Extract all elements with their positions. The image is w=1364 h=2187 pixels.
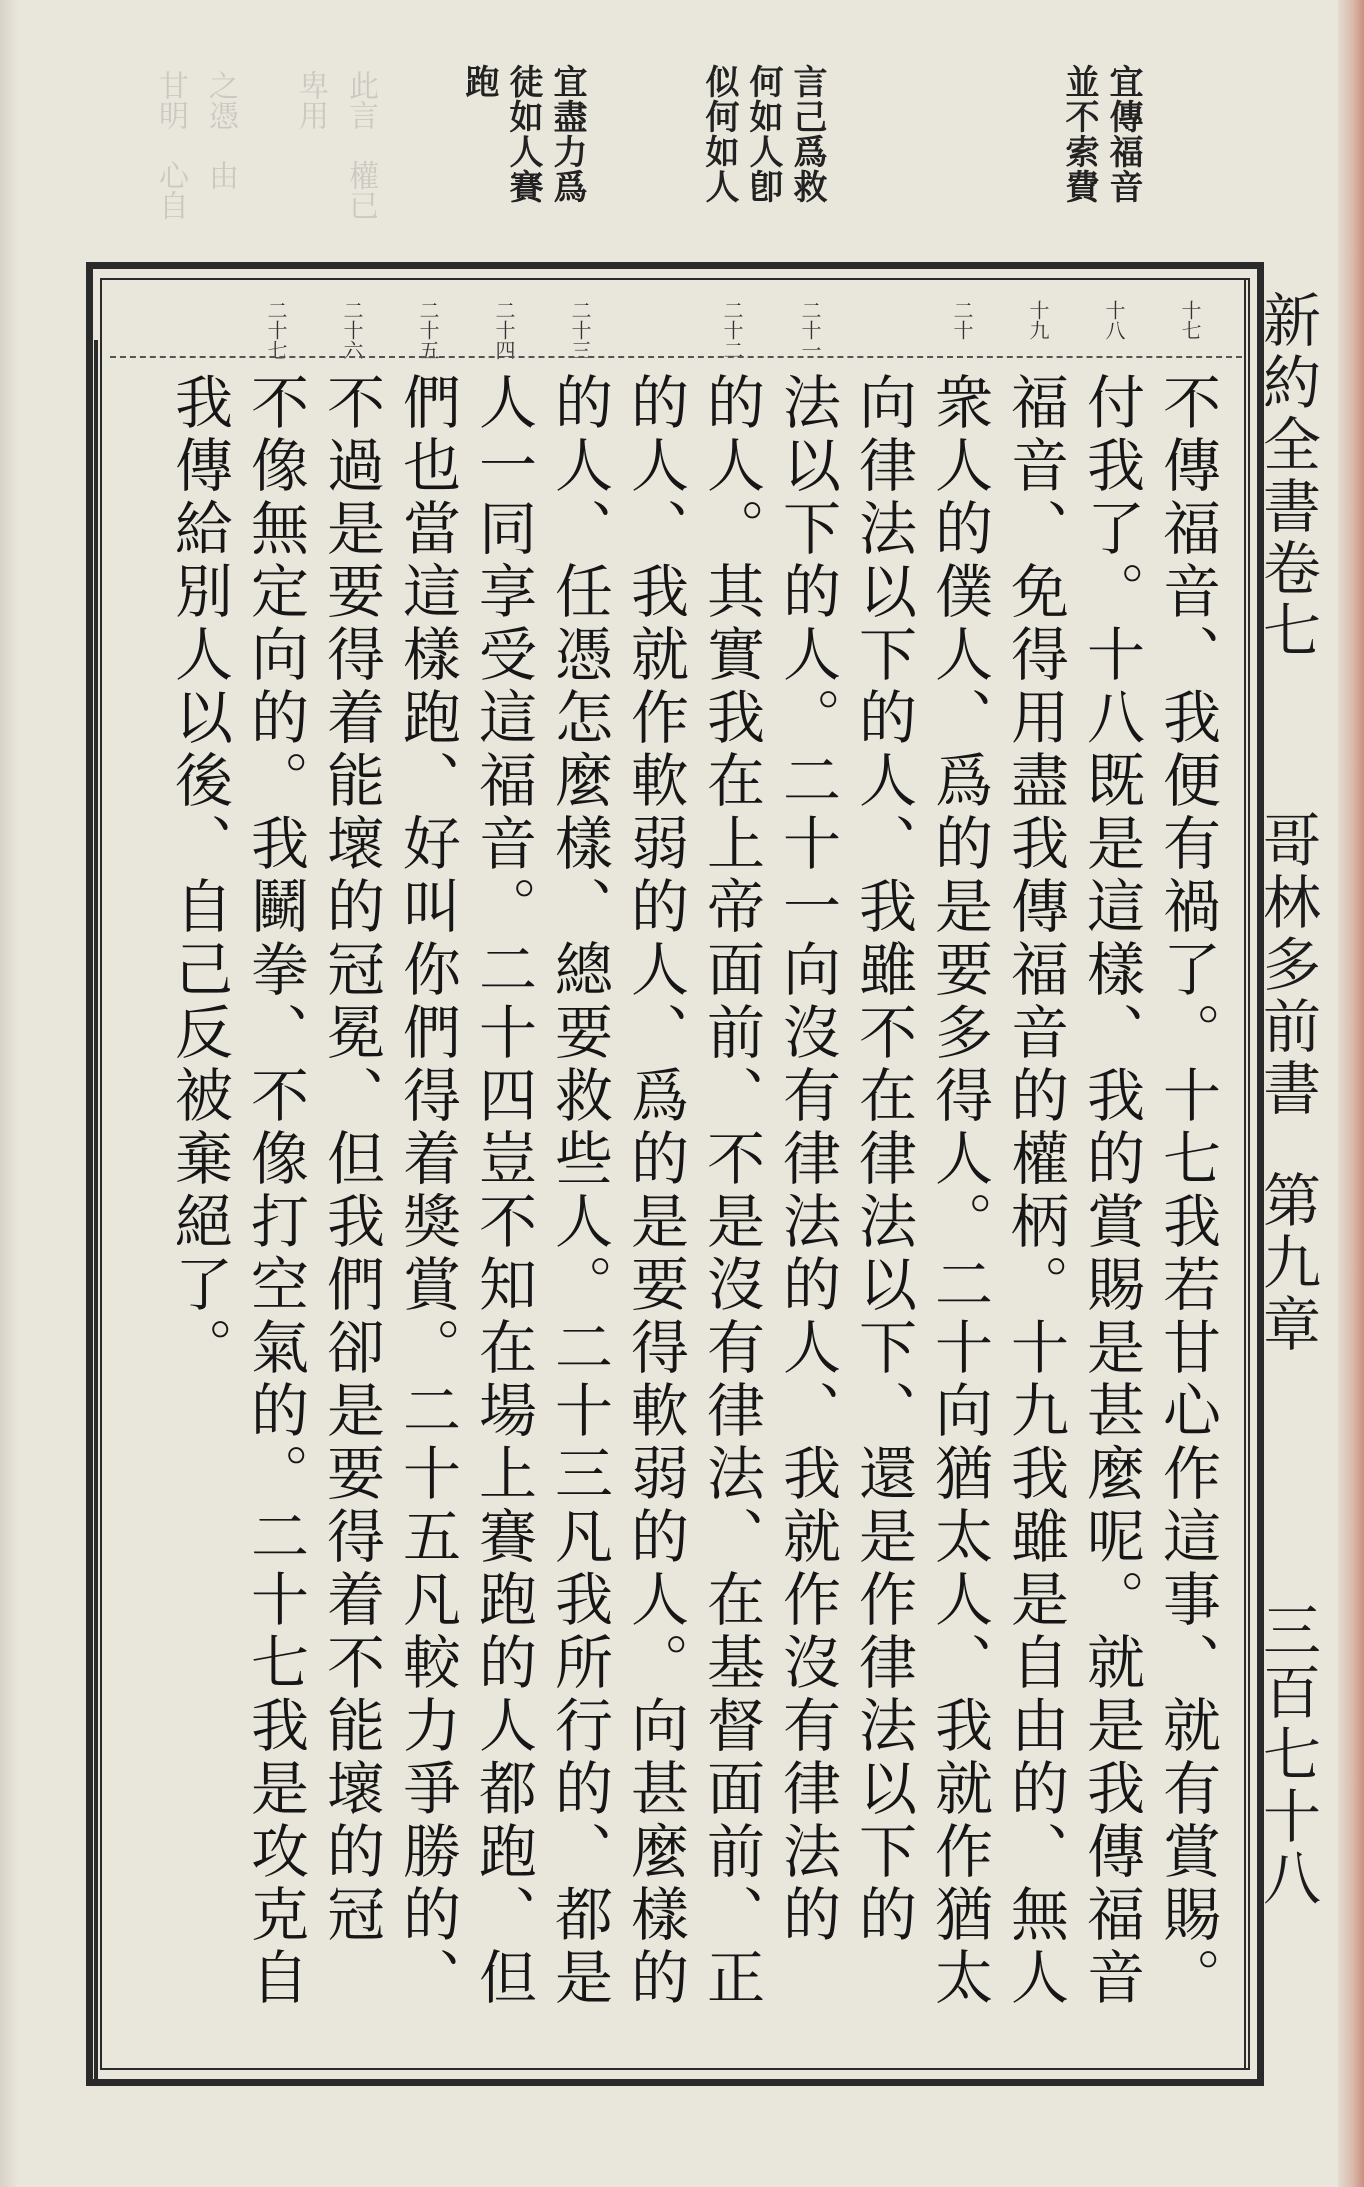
left-margin-bar: [94, 340, 98, 2080]
text-column: 法以下的人。二十一向沒有律法的人、我就作沒有律法的: [773, 372, 841, 1947]
verse-number: 十八: [1102, 300, 1126, 340]
headnote-line: 跑: [459, 64, 499, 99]
faint-note: 甘明: [153, 70, 188, 130]
page-number: 三百七十八: [1253, 1600, 1321, 1910]
headnote-1: [1060, 64, 1142, 204]
text-column: 的人、任憑怎麼樣、總要救些人。二十三凡我所行的、都是: [545, 372, 613, 2010]
text-column: 不傳福音、我便有禍了。十七我若甘心作這事、就有賞賜。: [1153, 372, 1221, 2010]
headnote-2: [700, 64, 826, 204]
running-header: [1252, 290, 1322, 2050]
faint-note: 卑用: [293, 70, 328, 130]
headnote-line: 宜盡力爲: [547, 64, 587, 204]
headnote-line: 並不索費: [1059, 64, 1099, 204]
faint-note: 之憑: [203, 70, 238, 130]
verse-number-row: [110, 300, 1240, 360]
verse-number: 二十三: [568, 300, 592, 360]
headnote-3: [460, 64, 586, 204]
verse-number: 二十五: [416, 300, 440, 360]
verse-number: 十九: [1026, 300, 1050, 340]
text-column: 我傳給別人以後、自己反被棄絕了。: [165, 372, 233, 1380]
text-column: 的人。其實我在上帝面前、不是沒有律法、在基督面前、正: [697, 372, 765, 2010]
headnote-line: 似何如人: [699, 64, 739, 204]
verse-number: 二十六: [340, 300, 364, 360]
text-column: 向律法以下的人、我雖不在律法以下、還是作律法以下的: [849, 372, 917, 1947]
headnote-line: 言己爲救: [787, 64, 827, 204]
verse-number: 二十: [950, 300, 974, 340]
chapter-title: 第九章: [1253, 1170, 1321, 1356]
text-column: 們也當這樣跑、好叫你們得着獎賞。二十五凡較力爭勝的、: [393, 372, 461, 2010]
page-edge: [1338, 0, 1364, 2187]
headnote-line: 何如人卽: [743, 64, 783, 204]
verse-number: 二十一: [798, 300, 822, 360]
verse-number: 十七: [1178, 300, 1202, 340]
text-column: 衆人的僕人、爲的是要多得人。二十向猶太人、我就作猶太: [925, 372, 993, 2010]
faint-note: 由: [203, 160, 238, 190]
book-title: 新約全書卷七: [1253, 290, 1321, 662]
headnote-line: 徒如人賽: [503, 64, 543, 204]
text-column: 不過是要得着能壞的冠冕、但我們卻是要得着不能壞的冠: [317, 372, 385, 1947]
text-column: 人一同享受這福音。二十四豈不知在場上賽跑的人都跑、但: [469, 372, 537, 2010]
headnote-line: 宜傳福音: [1103, 64, 1143, 204]
faint-note: 權已: [343, 160, 378, 220]
text-column: 付我了。十八既是這樣、我的賞賜是甚麼呢。就是我傳福音: [1077, 372, 1145, 2010]
text-column: 不像無定向的。我鬭拳、不像打空氣的。二十七我是攻克自: [241, 372, 309, 2010]
header-divider: [1244, 278, 1246, 2070]
faint-note: 心自: [153, 160, 188, 220]
verse-number: 二十四: [492, 300, 516, 360]
headnotes: [380, 64, 1143, 264]
faint-note: 此言: [343, 70, 378, 130]
epistle-title: 哥林多前書: [1253, 810, 1321, 1120]
verse-number-rule: [110, 356, 1242, 358]
text-column: 福音、免得用盡我傳福音的權柄。十九我雖是自由的、無人: [1001, 372, 1069, 2010]
faint-bleed-notes: [90, 70, 390, 260]
spine-shadow: [0, 0, 18, 2187]
text-column: 的人、我就作軟弱的人、爲的是要得軟弱的人。向甚麼樣的: [621, 372, 689, 2010]
verse-number: 二十二: [720, 300, 744, 360]
verse-number: 二十七: [264, 300, 288, 360]
